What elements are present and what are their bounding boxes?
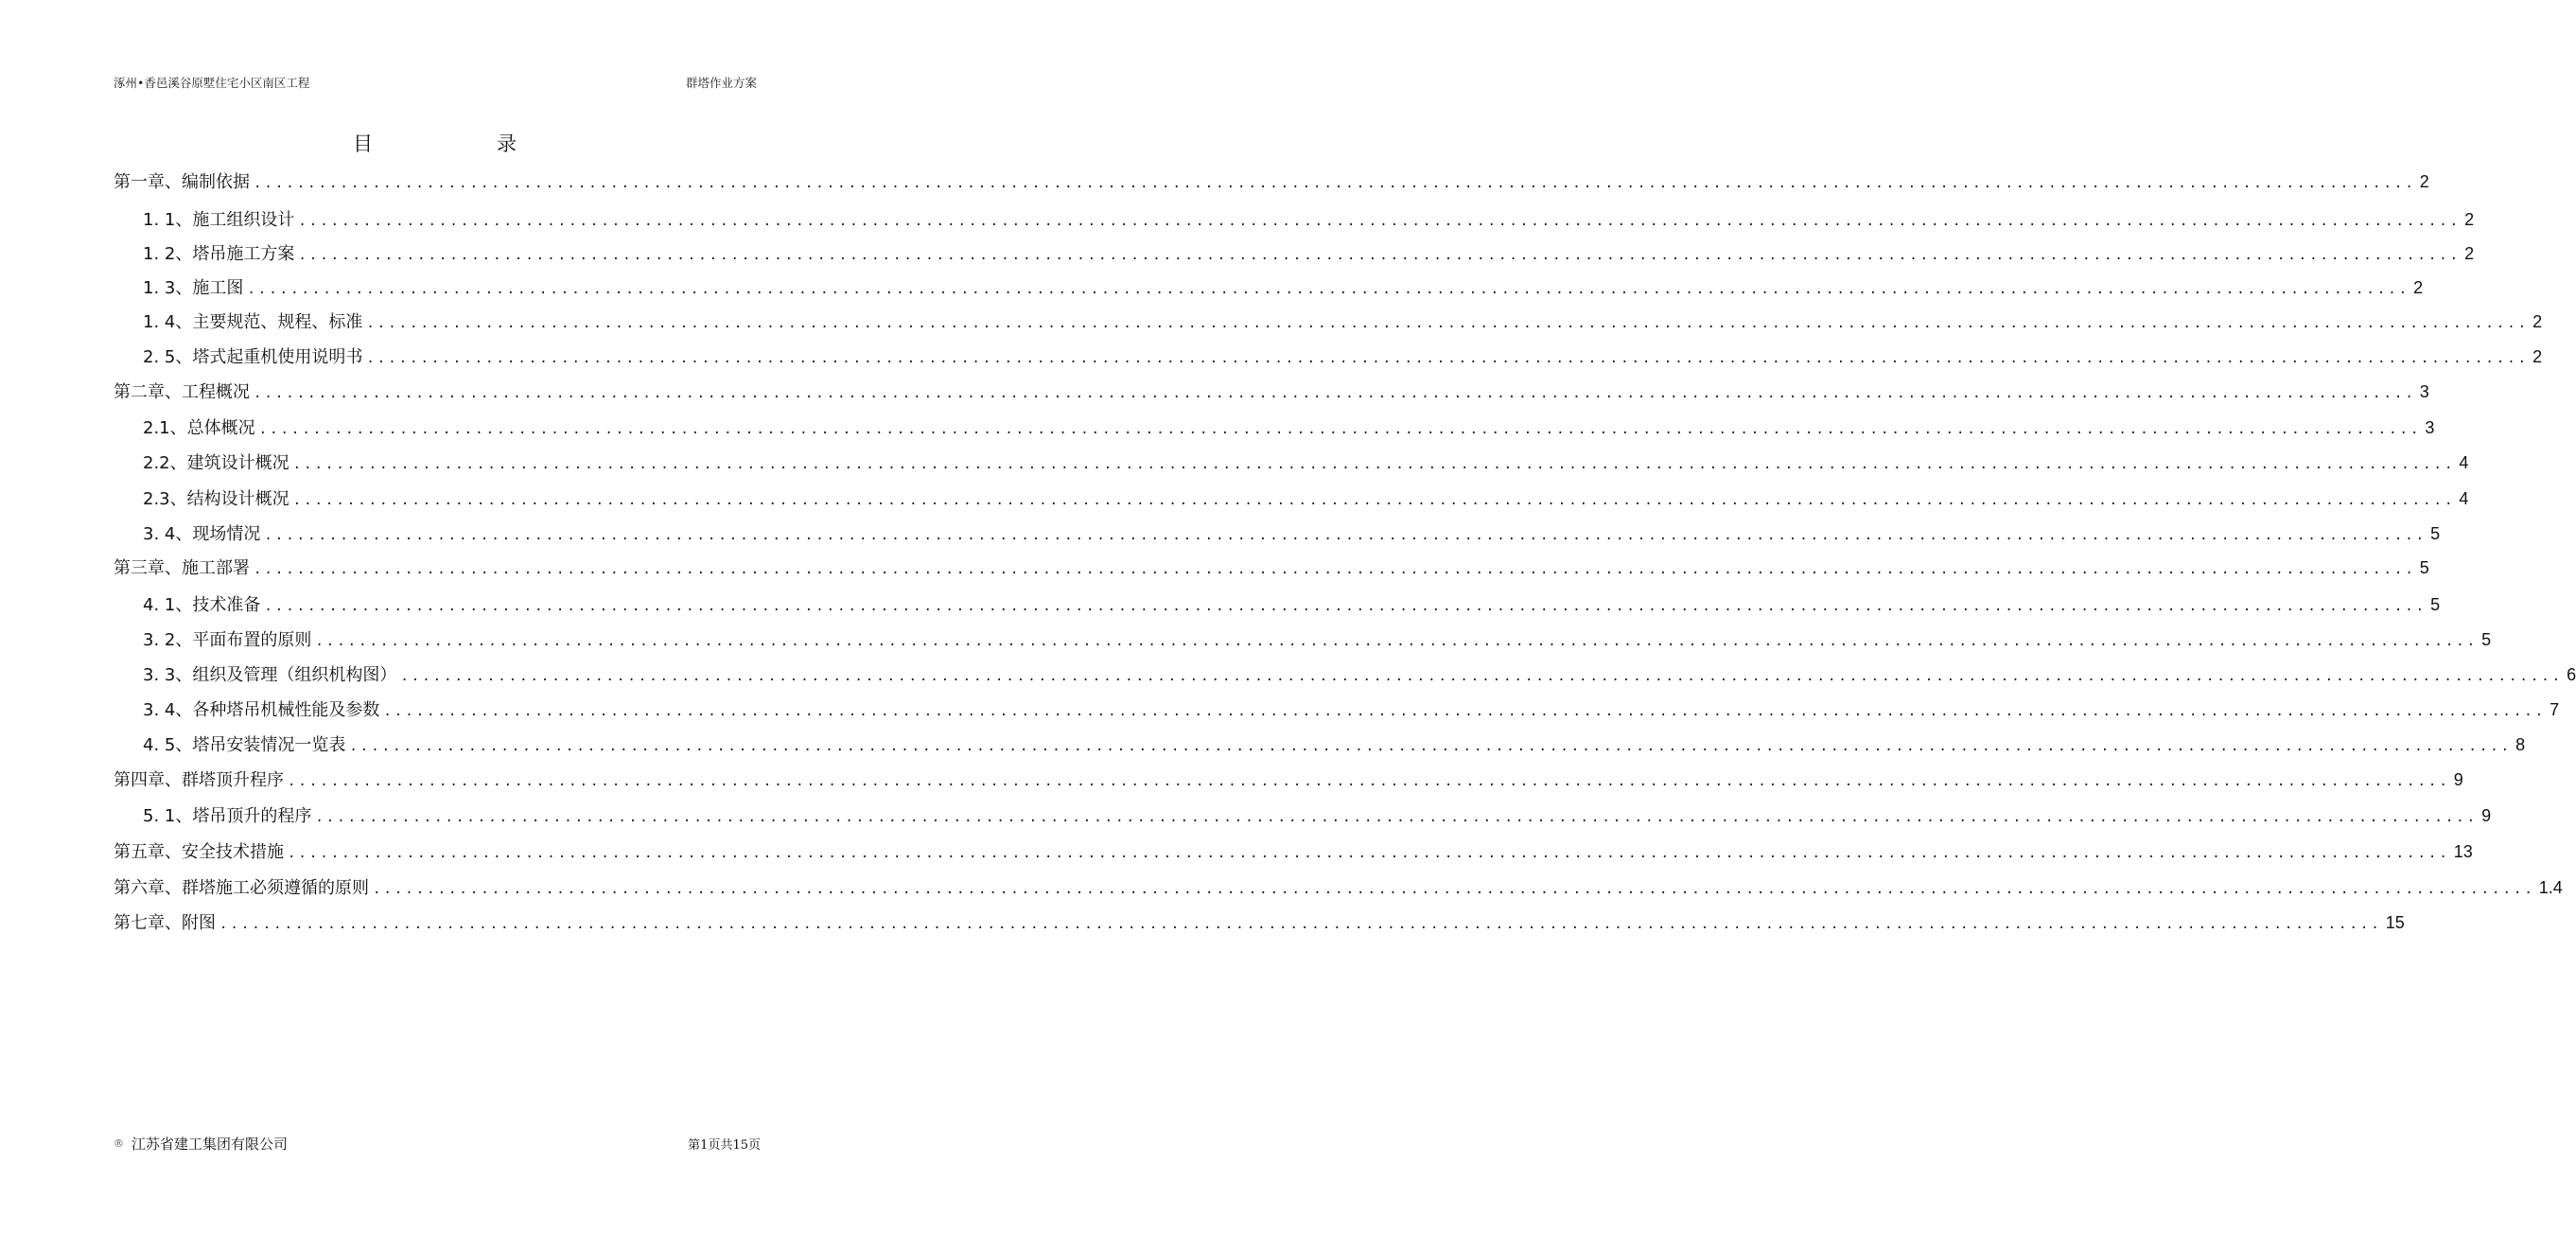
toc-leader-dots: ........................................................................................................................................................................................................ [254, 176, 2416, 191]
toc-entry-label: 4. 1、技术准备 [143, 595, 261, 615]
toc-entry-label: 第五章、安全技术措施 [114, 842, 284, 862]
toc-entry[interactable] [143, 414, 2435, 439]
toc-entry-label: 第七章、附图 [114, 913, 216, 933]
toc-entry[interactable] [143, 449, 2469, 474]
toc-entry-page: 13 [2453, 842, 2473, 861]
toc-entry[interactable] [143, 485, 2469, 510]
toc-entry-label: 第一章、编制依据 [114, 172, 250, 192]
toc-entry-label: 3. 4、现场情况 [143, 524, 261, 544]
toc-entry-page: 2 [2464, 244, 2475, 263]
toc-entry-label: 2.2、建筑设计概况 [143, 453, 289, 473]
toc-title-part1: 目 [353, 132, 374, 155]
toc-entry-label: 5. 1、塔吊顶升的程序 [143, 806, 312, 826]
toc-entry[interactable] [114, 766, 2463, 791]
toc-entry-page: 2 [2413, 278, 2424, 297]
toc-entry[interactable] [143, 206, 2475, 231]
toc-title-part2: 录 [497, 132, 517, 155]
toc-entry-page: 15 [2385, 913, 2405, 932]
toc-entry-page: 4 [2459, 489, 2469, 508]
toc-entry[interactable] [143, 240, 2475, 265]
toc-entry-label: 3. 3、组织及管理（组织机构图） [143, 665, 397, 685]
toc-leader-dots: ........................................................................................................................................................................................................ [219, 917, 2382, 932]
toc-entry-label: 3. 2、平面布置的原则 [143, 630, 312, 650]
page-number: 第1页共15页 [688, 1138, 761, 1153]
toc-entry-page: 6 [2567, 665, 2576, 684]
toc-entry-page: 3 [2425, 418, 2435, 437]
toc-leader-dots: ........................................................................................................................................................................................................ [264, 599, 2427, 614]
toc-leader-dots: ........................................................................................................................................................................................................ [258, 422, 2422, 437]
toc-entry-label: 1. 2、塔吊施工方案 [143, 244, 295, 264]
toc-title [0, 129, 870, 157]
toc-leader-dots: ........................................................................................................................................................................................................ [366, 351, 2530, 366]
toc-leader-dots: ........................................................................................................................................................................................................ [247, 282, 2410, 297]
toc-entry[interactable] [143, 591, 2441, 616]
toc-leader-dots: ........................................................................................................................................................................................................ [288, 774, 2450, 789]
toc-leader-dots: ........................................................................................................................................................................................................ [298, 214, 2462, 229]
toc-entry-label: 1. 4、主要规范、规程、标准 [143, 312, 363, 332]
toc-entry-page: 3 [2419, 382, 2429, 401]
toc-leader-dots: ........................................................................................................................................................................................................ [400, 669, 2564, 684]
toc-entry-label: 1. 1、施工组织设计 [143, 210, 295, 230]
toc-entry[interactable] [114, 838, 2473, 863]
toc-leader-dots: ........................................................................................................................................................................................................ [298, 248, 2462, 263]
toc-entry[interactable] [143, 731, 2526, 756]
toc-entry-page: 7 [2550, 700, 2560, 719]
company-name: 江苏省建工集团有限公司 [131, 1136, 289, 1153]
toc-leader-dots: ........................................................................................................................................................................................................ [254, 562, 2416, 577]
toc-entry[interactable] [114, 909, 2405, 934]
toc-leader-dots: ........................................................................................................................................................................................................ [292, 493, 2456, 508]
toc-entry-label: 3. 4、各种塔吊机械性能及参数 [143, 700, 380, 720]
toc-leader-dots: ........................................................................................................................................................................................................ [349, 739, 2513, 754]
toc-entry[interactable] [114, 379, 2429, 403]
toc-leader-dots: ........................................................................................................................................................................................................ [373, 882, 2535, 897]
toc-entry[interactable] [143, 343, 2543, 368]
toc-entry-page: 2 [2419, 172, 2429, 191]
toc-entry-page: 1.4 [2538, 878, 2563, 897]
company-block [114, 1134, 288, 1154]
toc-entry-page: 2 [2464, 210, 2475, 229]
toc-entry-label: 1. 3、施工图 [143, 278, 244, 298]
toc-leader-dots: ........................................................................................................................................................................................................ [254, 386, 2416, 401]
toc-entry[interactable] [143, 626, 2492, 651]
toc-entry-page: 9 [2453, 770, 2463, 789]
toc-leader-dots: ........................................................................................................................................................................................................ [366, 316, 2530, 331]
toc-entry-page: 5 [2481, 630, 2492, 649]
toc-entry[interactable] [143, 274, 2424, 299]
page-footer [114, 1134, 761, 1154]
toc-entry-page: 9 [2481, 806, 2492, 825]
toc-entry-page: 2 [2532, 312, 2543, 331]
toc-entry-label: 4. 5、塔吊安装情况一览表 [143, 735, 346, 755]
toc-entry-label: 第四章、群塔顶升程序 [114, 770, 284, 790]
toc-entry[interactable] [143, 661, 2576, 686]
toc-entry[interactable] [143, 802, 2492, 827]
toc-entry[interactable] [114, 555, 2429, 579]
toc-leader-dots: ........................................................................................................................................................................................................ [383, 704, 2547, 719]
toc-leader-dots: ........................................................................................................................................................................................................ [264, 528, 2427, 543]
toc-entry-page: 5 [2430, 524, 2441, 543]
toc-leader-dots: ........................................................................................................................................................................................................ [288, 846, 2450, 861]
project-name: 涿州•香邑溪谷原墅住宅小区南区工程 [114, 76, 310, 90]
document-type: 群塔作业方案 [685, 76, 757, 90]
toc-leader-dots: ........................................................................................................................................................................................................ [315, 634, 2479, 649]
registered-mark: ® [114, 1137, 124, 1150]
toc-entry-label: 第三章、施工部署 [114, 558, 250, 578]
toc-entry[interactable] [143, 308, 2543, 333]
toc-leader-dots: ........................................................................................................................................................................................................ [292, 457, 2456, 472]
toc-entry[interactable] [114, 168, 2429, 193]
toc-entry-label: 2.1、总体概况 [143, 418, 255, 438]
toc-entry[interactable] [143, 520, 2441, 545]
toc-entry-label: 2.3、结构设计概况 [143, 489, 289, 509]
toc-entry-page: 4 [2459, 453, 2469, 472]
toc-entry-page: 2 [2532, 347, 2543, 366]
toc-entry-page: 5 [2419, 558, 2429, 577]
toc-entry-page: 5 [2430, 595, 2441, 614]
page-header [114, 74, 757, 91]
toc-entry-page: 8 [2515, 735, 2526, 754]
toc-entry[interactable] [143, 696, 2560, 721]
toc-entry-label: 第二章、工程概况 [114, 382, 250, 402]
toc-entry-label: 2. 5、塔式起重机使用说明书 [143, 347, 363, 367]
toc-entry-label: 第六章、群塔施工必须遵循的原则 [114, 878, 369, 898]
toc-leader-dots: ........................................................................................................................................................................................................ [315, 810, 2479, 825]
toc-entry[interactable] [114, 874, 2563, 899]
